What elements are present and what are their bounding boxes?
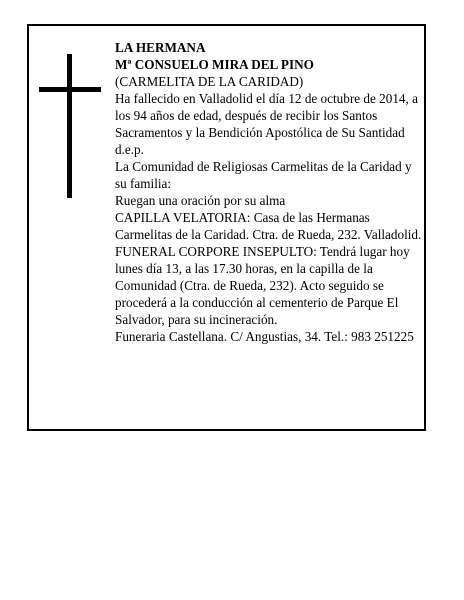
funeral-home-info: Funeraria Castellana. C/ Angustias, 34. Tel.: 983 251225 bbox=[115, 329, 414, 344]
cross-vertical-bar bbox=[67, 54, 72, 198]
latin-cross-icon bbox=[39, 54, 101, 198]
rip-text: d.e.p. bbox=[115, 142, 144, 157]
prayer-request: Ruegan una oración por su alma bbox=[115, 193, 286, 208]
obituary-notice bbox=[27, 24, 426, 431]
family-text: La Comunidad de Religiosas Carmelitas de la Caridad y su familia: bbox=[115, 159, 412, 191]
religious-name: (CARMELITA DE LA CARIDAD) bbox=[115, 74, 304, 89]
death-announcement: Ha fallecido en Valladolid el día 12 de octubre de 2014, a los 94 años de edad, después de recibir los Santos Sacramentos y la Bendición Apostólica de Su Santidad bbox=[115, 91, 418, 140]
funeral-info: FUNERAL CORPORE INSEPULTO: Tendrá lugar hoy lunes día 13, a las 17.30 horas, en la capilla de la Comunidad (Ctra. de Rueda, 232). Acto seguido se procederá a la conducción al cementerio de Parque El Salvador, para su incineración. bbox=[115, 244, 410, 327]
deceased-name: Mª CONSUELO MIRA DEL PINO bbox=[115, 57, 314, 72]
notice-text bbox=[115, 39, 425, 345]
cross-horizontal-bar bbox=[39, 87, 101, 92]
notice-heading: LA HERMANA bbox=[115, 40, 206, 55]
chapel-info: CAPILLA VELATORIA: Casa de las Hermanas Carmelitas de la Caridad. Ctra. de Rueda, 232. Valladolid. bbox=[115, 210, 422, 242]
